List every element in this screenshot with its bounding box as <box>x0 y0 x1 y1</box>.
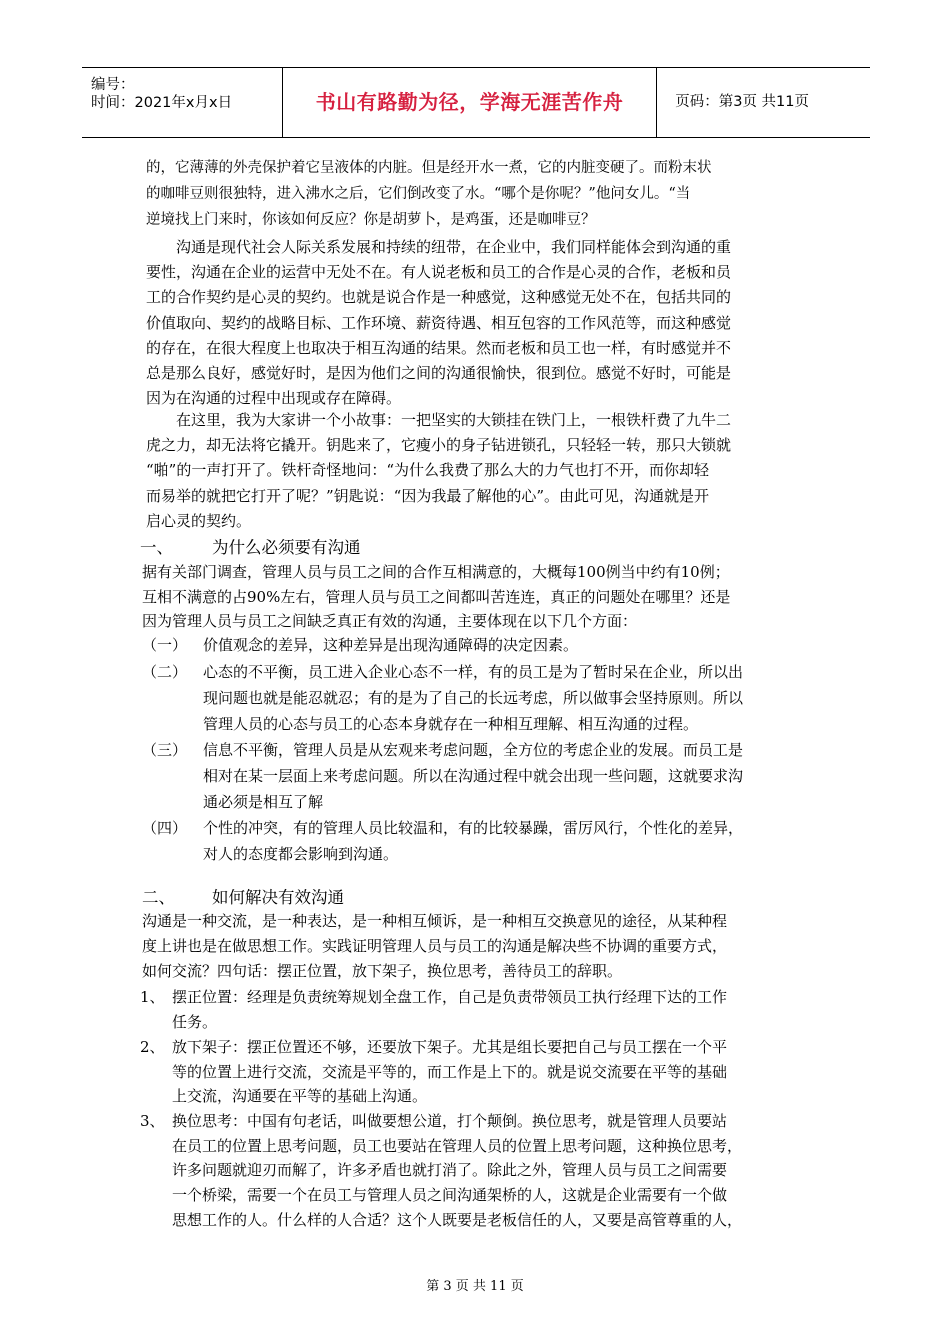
paragraph-line: “啪”的一声打开了。铁杆奇怪地问：“为什么我费了那么大的力气也打不开，而你却轻 <box>146 461 710 480</box>
list-item-number: （四） <box>142 819 188 837</box>
paragraph-line: 总是那么良好，感觉好时，是因为他们之间的沟通很愉快，很到位。感觉不好时，可能是 <box>146 364 732 382</box>
paragraph-line: 启心灵的契约。 <box>146 511 252 530</box>
paragraph-line: 虎之力，却无法将它撬开。钥匙来了，它瘦小的身子钻进锁孔，只轻轻一转，那只大锁就 <box>146 436 732 455</box>
paragraph-line: 工的合作契约是心灵的契约。也就是说合作是一种感觉，这种感觉无处不在，包括共同的 <box>146 288 732 307</box>
paragraph-line: 沟通是一种交流，是一种表达，是一种相互倾诉，是一种相互交换意见的途径，从某种程 <box>142 912 728 930</box>
list-item-line: 在员工的位置上思考问题，员工也要站在管理人员的位置上思考问题，这种换位思考， <box>172 1136 743 1155</box>
section-heading: 为什么必须要有沟通 <box>212 538 361 557</box>
list-item-line: 相对在某一层面上来考虑问题。所以在沟通过程中就会出现一些问题，这就要求沟 <box>203 767 744 785</box>
paragraph-line: 度上讲也是在做思想工作。实践证明管理人员与员工的沟通是解决些不协调的重要方式， <box>142 937 728 955</box>
list-item-line: 任务。 <box>172 1012 218 1031</box>
list-item-number: 2、 <box>140 1038 165 1056</box>
list-item-line: 等的位置上进行交流，交流是平等的，而工作是上下的。就是说交流要在平等的基础 <box>172 1062 728 1081</box>
header-meta-cell <box>82 68 283 137</box>
page-footer: 第 3 页 共 11 页 <box>426 1279 524 1294</box>
page-number-label: 页码：第3页 共11页 <box>675 94 810 110</box>
paragraph-line: 要性，沟通在企业的运营中无处不在。有人说老板和员工的合作是心灵的合作，老板和员 <box>146 263 732 282</box>
date-label: 时间：2021年x月x日 <box>91 95 233 111</box>
list-item-line: 通必须是相互了解 <box>203 793 324 811</box>
list-item-line: 价值观念的差异，这种差异是出现沟通障碍的决定因素。 <box>203 636 579 654</box>
list-item-line: 放下架子：摆正位置还不够，还要放下架子。尤其是组长要把自己与员工摆在一个平 <box>172 1038 728 1056</box>
motto: 书山有路勤为径，学海无涯苦作舟 <box>283 68 657 137</box>
paragraph-line: 因为在沟通的过程中出现或存在障碍。 <box>146 389 402 408</box>
list-item-line: 一个桥梁，需要一个在员工与管理人员之间沟通架桥的人，这就是企业需要有一个做 <box>172 1186 728 1205</box>
paragraph-line: 逆境找上门来时，你该如何反应？你是胡萝卜，是鸡蛋，还是咖啡豆？ <box>146 212 596 228</box>
paragraph-line: 的咖啡豆则很独特，进入沸水之后，它们倒改变了水。“哪个是你呢？”他问女儿。“当 <box>146 186 691 202</box>
list-item-line: 摆正位置：经理是负责统筹规划全盘工作，自己是负责带领员工执行经理下达的工作 <box>172 988 728 1006</box>
list-item-number: （一） <box>142 636 188 654</box>
section-heading: 如何解决有效沟通 <box>212 888 344 907</box>
list-item-line: 许多问题就迎刃而解了，许多矛盾也就打消了。除此之外，管理人员与员工之间需要 <box>172 1161 728 1180</box>
number-label: 编号： <box>91 77 135 93</box>
paragraph-line: 互相不满意的占90%左右，管理人员与员工之间都叫苦连连，真正的问题处在哪里？还是 <box>142 587 731 606</box>
paragraph-line: 如何交流？四句话：摆正位置，放下架子，换位思考，善待员工的辞职。 <box>142 962 623 980</box>
list-item-line: 心态的不平衡，员工进入企业心态不一样，有的员工是为了暂时呆在企业，所以出 <box>203 663 744 681</box>
list-item-line: 信息不平衡，管理人员是从宏观来考虑问题，全方位的考虑企业的发展。而员工是 <box>203 741 744 759</box>
paragraph-line: 因为管理人员与员工之间缺乏真正有效的沟通，主要体现在以下几个方面： <box>142 612 638 630</box>
paragraph-line: 沟通是现代社会人际关系发展和持续的纽带，在企业中，我们同样能体会到沟通的重 <box>176 238 732 256</box>
paragraph-line: 的，它薄薄的外壳保护着它呈液体的内脏。但是经开水一煮，它的内脏变硬了。而粉末状 <box>146 160 712 176</box>
list-item-line: 现问题也就是能忍就忍；有的是为了自己的长远考虑，所以做事会坚持原则。所以 <box>203 689 744 707</box>
paragraph-line: 而易举的就把它打开了呢？”钥匙说：“因为我最了解他的心”。由此可见，沟通就是开 <box>146 486 710 505</box>
section-number: 二、 <box>142 888 175 907</box>
paragraph-line: 的存在，在很大程度上也取决于相互沟通的结果。然而老板和员工也一样，有时感觉并不 <box>146 338 732 357</box>
list-item-line: 思想工作的人。什么样的人合适？这个人既要是老板信任的人，又要是高管尊重的人， <box>172 1210 743 1229</box>
list-item-line: 个性的冲突，有的管理人员比较温和，有的比较暴躁，雷厉风行，个性化的差异， <box>203 819 744 837</box>
list-item-line: 管理人员的心态与员工的心态本身就存在一种相互理解、相互沟通的过程。 <box>203 715 699 733</box>
header-table <box>82 67 870 138</box>
list-item-line: 上交流，沟通要在平等的基础上沟通。 <box>172 1087 428 1106</box>
paragraph-line: 据有关部门调查，管理人员与员工之间的合作互相满意的，大概每100例当中约有10例； <box>142 563 730 581</box>
list-item-number: 3、 <box>140 1112 165 1130</box>
section-number: 一、 <box>140 538 173 557</box>
paragraph-line: 在这里，我为大家讲一个小故事：一把坚实的大锁挂在铁门上，一根铁杆费了九牛二 <box>176 411 732 429</box>
list-item-line: 对人的态度都会影响到沟通。 <box>203 845 399 863</box>
list-item-number: 1、 <box>140 988 165 1006</box>
list-item-number: （二） <box>142 663 188 681</box>
paragraph-line: 价值取向、契约的战略目标、工作环境、薪资待遇、相互包容的工作风范等，而这种感觉 <box>146 313 732 332</box>
list-item-number: （三） <box>142 741 188 759</box>
list-item-line: 换位思考：中国有句老话，叫做要想公道，打个颠倒。换位思考，就是管理人员要站 <box>172 1112 728 1130</box>
